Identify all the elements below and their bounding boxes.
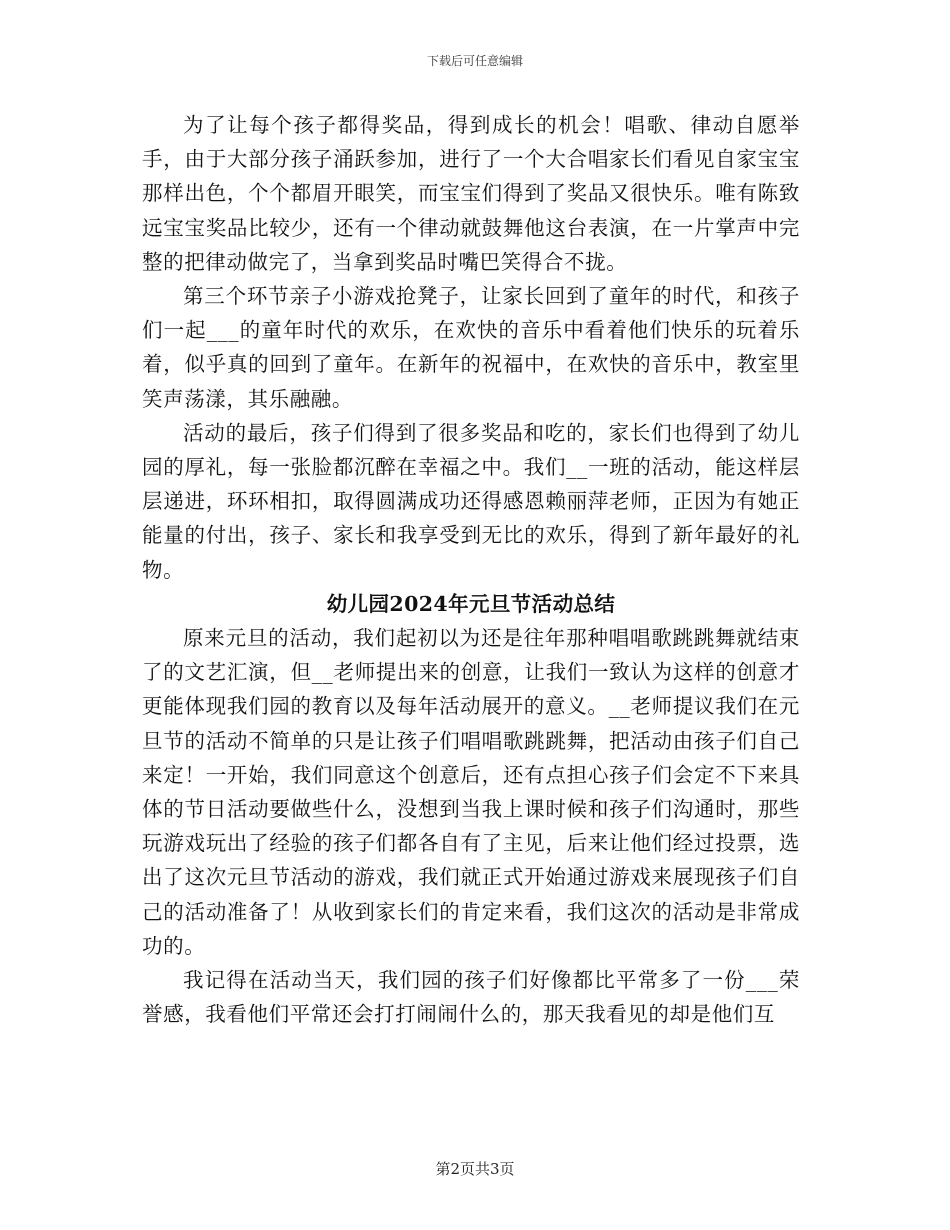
- body-paragraph: 我记得在活动当天，我们园的孩子们好像都比平常多了一份___荣誉感，我看他们平常还会打打闹闹什么的，那天我看见的却是他们互: [142, 968, 800, 1027]
- body-paragraph: 原来元旦的活动，我们起初以为还是往年那种唱唱歌跳跳舞就结束了的文艺汇演，但__老师提出来的创意，让我们一致认为这样的创意才更能体现我们园的教育以及每年活动展开的意义。__老师提议我们在元旦节的活动不简单的只是让孩子们唱唱歌跳跳舞，把活动由孩子们自己来定！一开始，我们同意这个创意后，还有点担心孩子们会定不下来具体的节日活动要做些什么，没想到当我上课时候和孩子们沟通时，那些玩游戏玩出了经验的孩子们都各自有了主见，后来让他们经过投票，选出了这次元旦节活动的游戏，我们就正式开始通过游戏来展现孩子们自己的活动准备了！从收到家长们的肯定来看，我们这次的活动是非常成功的。: [142, 626, 800, 958]
- body-paragraph: 第三个环节亲子小游戏抢凳子，让家长回到了童年的时代，和孩子们一起___的童年时代的欢乐，在欢快的音乐中看着他们快乐的玩着乐着，似乎真的回到了童年。在新年的祝福中，在欢快的音乐中，教室里笑声荡漾，其乐融融。: [142, 284, 800, 411]
- body-paragraph: 活动的最后，孩子们得到了很多奖品和吃的，家长们也得到了幼儿园的厚礼，每一张脸都沉醉在幸福之中。我们__一班的活动，能这样层层递进，环环相扣，取得圆满成功还得感恩赖丽萍老师，正因为有她正能量的付出，孩子、家长和我享受到无比的欢乐，得到了新年最好的礼物。: [142, 420, 800, 582]
- document-body: [142, 108, 800, 1031]
- page-header: 下载后可任意编辑: [426, 54, 523, 68]
- page-footer: 第2页共3页: [435, 1160, 515, 1178]
- body-paragraph: 为了让每个孩子都得奖品，得到成长的机会！唱歌、律动自愿举手，由于大部分孩子涌跃参加，进行了一个大合唱家长们看见自家宝宝那样出色，个个都眉开眼笑，而宝宝们得到了奖品又很快乐。唯有陈致远宝宝奖品比较少，还有一个律动就鼓舞他这台表演，在一片掌声中完整的把律动做完了，当拿到奖品时嘴巴笑得合不拢。: [142, 113, 800, 274]
- section-title: 幼儿园2024年元旦节活动总结: [326, 591, 616, 616]
